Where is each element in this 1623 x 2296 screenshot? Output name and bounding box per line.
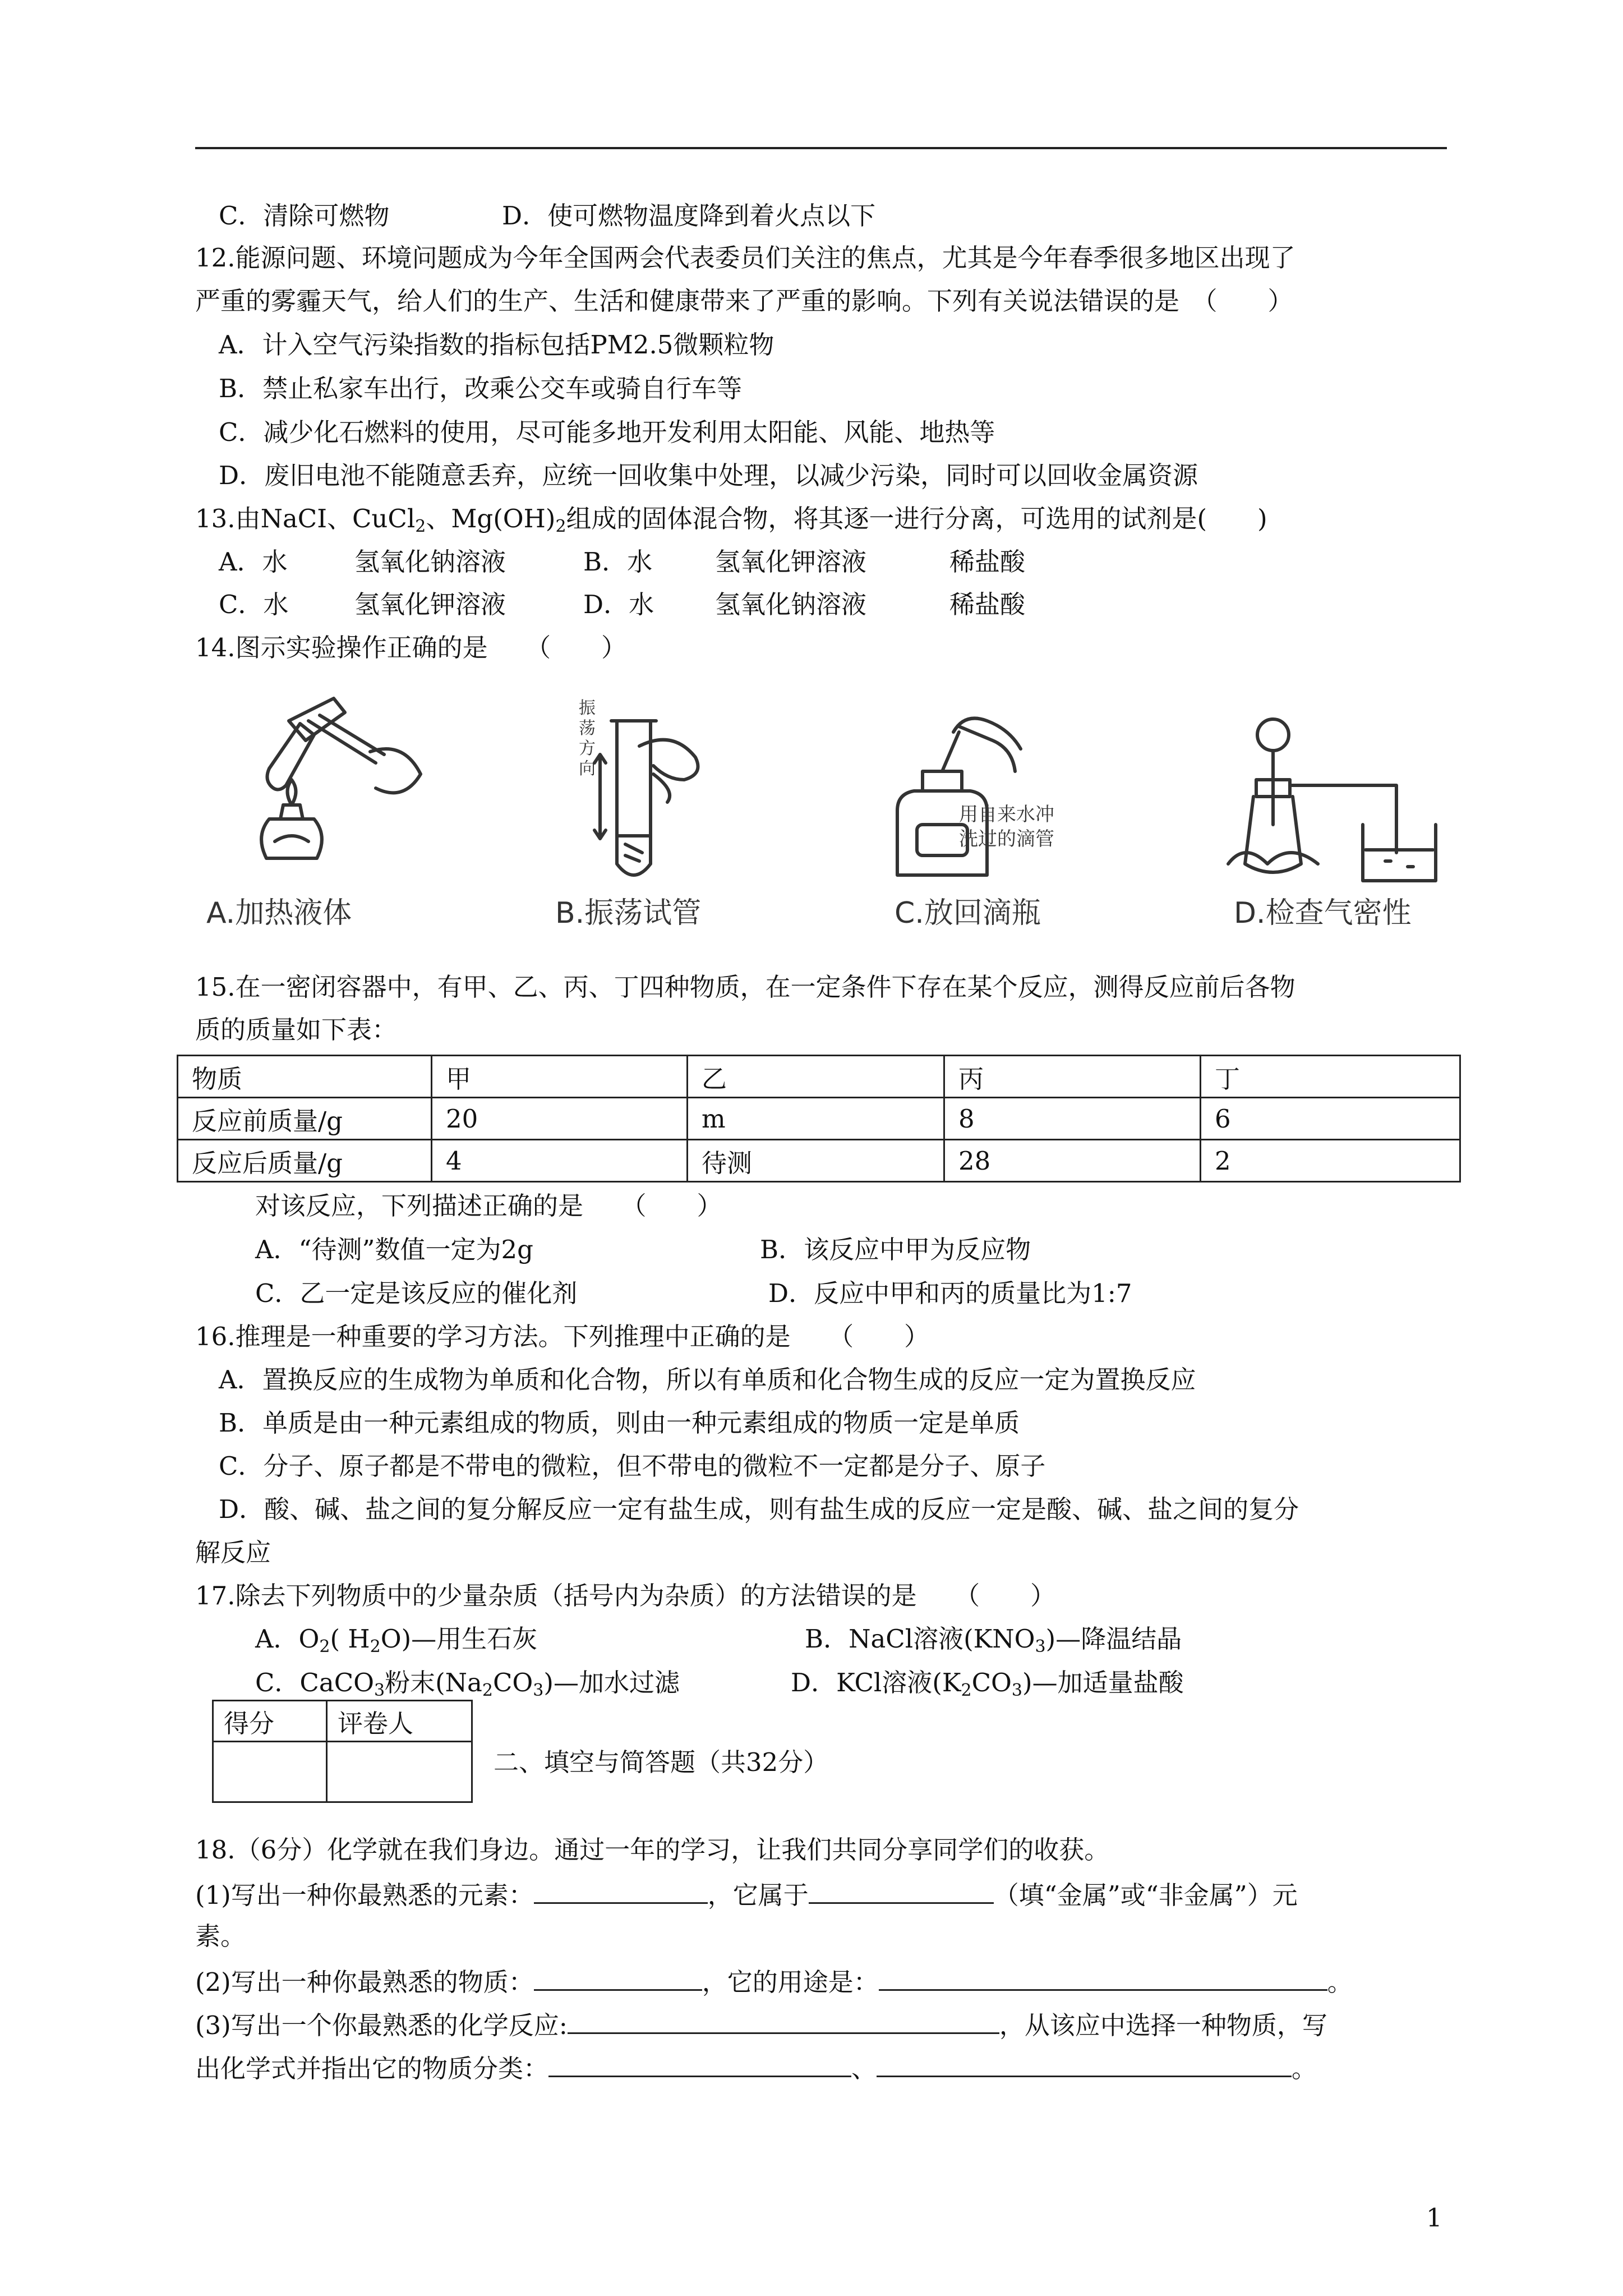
table-header-cell: 丙 [944,1056,1201,1098]
q15-ask: 对该反应，下列描述正确的是 （ ） [255,1191,722,1221]
q13-option-b-reagent2: 稀盐酸 [949,547,1026,577]
page-number: 1 [1426,2203,1442,2233]
figure-d-airtightness [1223,712,1458,898]
q12-stem-line2: 严重的雾霾天气，给人们的生产、生活和健康带来了严重的影响。下列有关说法错误的是 （ ） [195,286,1293,316]
q11-option-d: D．使可燃物温度降到着火点以下 [502,201,876,231]
q13-option-b-reagent1: 氢氧化钾溶液 [715,547,867,577]
q13-option-b: B．水 [583,547,653,577]
section2-title: 二、填空与简答题（共32分） [494,1747,829,1777]
table-row [178,1140,1460,1182]
answer-blank[interactable] [548,2050,851,2077]
answer-blank[interactable] [534,1876,708,1904]
q12-option-b: B．禁止私家车出行，改乘公交车或骑自行车等 [219,374,743,403]
table-cell: 反应后质量/g [178,1140,432,1182]
table-cell: 28 [944,1140,1201,1182]
q18-part1: (1)写出一种你最熟悉的元素： ，它属于 （填“金属”或“非金属”）元 [195,1876,1298,1912]
q17-option-d: D．KCl溶液$(K_2CO_3)—$加适量盐酸 [791,1668,1184,1700]
q18-part1-cont: 素。 [195,1921,246,1951]
table-cell: 2 [1201,1140,1460,1182]
q12-option-c: C．减少化石燃料的使用，尽可能多地开发利用太阳能、风能、地热等 [219,417,995,447]
q15-stem-line2: 质的质量如下表： [195,1015,398,1045]
q17-option-c: C．CaCO$_3$粉末$(Na_2CO_3)—$加水过滤 [255,1668,680,1700]
q14-stem: 14.图示实验操作正确的是 （ ） [195,633,627,662]
figure-b-note-1: 振 [579,698,596,718]
q18-part3: (3)写出一个你最熟悉的化学反应: ，从该应中选择一种物质，写 [195,2007,1327,2042]
table-cell: 反应前质量/g [178,1098,432,1140]
figure-b-note-3: 方 [579,739,596,758]
q16-option-d: D．酸、碱、盐之间的复分解反应一定有盐生成，则有盐生成的反应一定是酸、碱、盐之间的复分 [219,1494,1299,1524]
q17-option-a: A．$O_2$( $H_2O)—$用生石灰 [255,1624,538,1657]
q13-option-d-reagent2: 稀盐酸 [949,590,1026,619]
q16-option-d-cont: 解反应 [195,1538,271,1567]
table-row [178,1098,1460,1140]
q15-option-d: D．反应中甲和丙的质量比为1:7 [768,1278,1132,1308]
table-header-row [178,1056,1460,1098]
q16-option-b: B．单质是由一种元素组成的物质，则由一种元素组成的物质一定是单质 [219,1408,1020,1438]
grader-label: 评卷人 [327,1701,472,1742]
table-cell: 4 [432,1140,688,1182]
q13-option-c-reagent: 氢氧化钾溶液 [354,590,506,619]
q13-stem: 13.由NaCI、CuCl$_2$、$Mg(OH)_2$组成的固体混合物，将其逐一进行分离，可选用的试剂是( ) [195,504,1267,536]
q15-option-a: A．“待测”数值一定为2g [255,1235,533,1264]
table-cell: 20 [432,1098,688,1140]
figure-a-label: A.加热液体 [206,896,352,930]
figure-b-label: B.振荡试管 [555,896,702,930]
q13-option-d-reagent1: 氢氧化钠溶液 [715,590,867,619]
score-cell [213,1742,327,1802]
q12-option-d: D．废旧电池不能随意丢弃，应统一回收集中处理，以减少污染，同时可以回收金属资源 [219,461,1198,490]
table-cell: 6 [1201,1098,1460,1140]
q15-option-b: B．该反应中甲为反应物 [760,1235,1031,1264]
figure-b-note-2: 荡 [579,719,596,738]
grader-cell [327,1742,472,1802]
figure-a-heating-liquid [236,690,471,898]
answer-blank[interactable] [879,1963,1327,1991]
table-header-cell: 乙 [688,1056,944,1098]
q12-stem-line1: 12.能源问题、环境问题成为今年全国两会代表委员们关注的焦点，尤其是今年春季很多地区出现了 [195,243,1295,273]
q15-option-c: C．乙一定是该反应的催化剂 [255,1278,578,1308]
answer-blank[interactable] [877,2050,1292,2077]
table-cell: m [688,1098,944,1140]
figure-b-note-4: 向 [579,759,596,779]
table-header-cell: 甲 [432,1056,688,1098]
q17-stem: 17.除去下列物质中的少量杂质（括号内为杂质）的方法错误的是 （ ） [195,1581,1056,1611]
answer-blank[interactable] [534,1963,702,1991]
table-header-cell: 物质 [178,1056,432,1098]
q18-part2: (2)写出一种你最熟悉的物质： ，它的用途是： 。 [195,1963,1353,1999]
answer-blank[interactable] [568,2007,999,2034]
figure-d-label: D.检查气密性 [1234,896,1412,930]
q13-option-a: A．水 [219,547,288,577]
score-label: 得分 [213,1701,327,1742]
q15-stem-line1: 15.在一密闭容器中，有甲、乙、丙、丁四种物质，在一定条件下存在某个反应，测得反应前后各物 [195,972,1295,1002]
q18-stem: 18.（6分）化学就在我们身边。通过一年的学习，让我们共同分享同学们的收获。 [195,1835,1110,1865]
q16-stem: 16.推理是一种重要的学习方法。下列推理中正确的是 （ ） [195,1322,930,1351]
q13-option-d: D．水 [583,590,654,619]
figure-c-note-2: 洗过的滴管 [959,828,1054,850]
figure-c-dropper-bottle [875,710,1060,889]
q17-option-b: B．NaCl溶液$(KNO_3)—$降温结晶 [805,1624,1182,1657]
figure-c-note-1: 用自来水冲 [959,803,1054,826]
table-cell: 8 [944,1098,1201,1140]
q18-part3-cont: 出化学式并指出它的物质分类： 、 。 [195,2050,1317,2086]
q13-option-c: C．水 [219,590,289,619]
q12-option-a: A．计入空气污染指数的指标包括PM2.5微颗粒物 [219,330,774,360]
q15-mass-table [177,1055,1461,1182]
figure-c-label: C.放回滴瓶 [895,896,1041,930]
q11-option-c: C．清除可燃物 [219,201,390,231]
q16-option-a: A．置换反应的生成物为单质和化合物，所以有单质和化合物生成的反应一定为置换反应 [219,1365,1196,1395]
table-header-cell: 丁 [1201,1056,1460,1098]
score-box [212,1700,473,1803]
table-cell: 待测 [688,1140,944,1182]
q16-option-c: C．分子、原子都是不带电的微粒，但不带电的微粒不一定都是分子、原子 [219,1451,1046,1481]
header-rule [195,147,1447,149]
answer-blank[interactable] [809,1876,994,1904]
q13-option-a-reagent: 氢氧化钠溶液 [354,547,506,577]
